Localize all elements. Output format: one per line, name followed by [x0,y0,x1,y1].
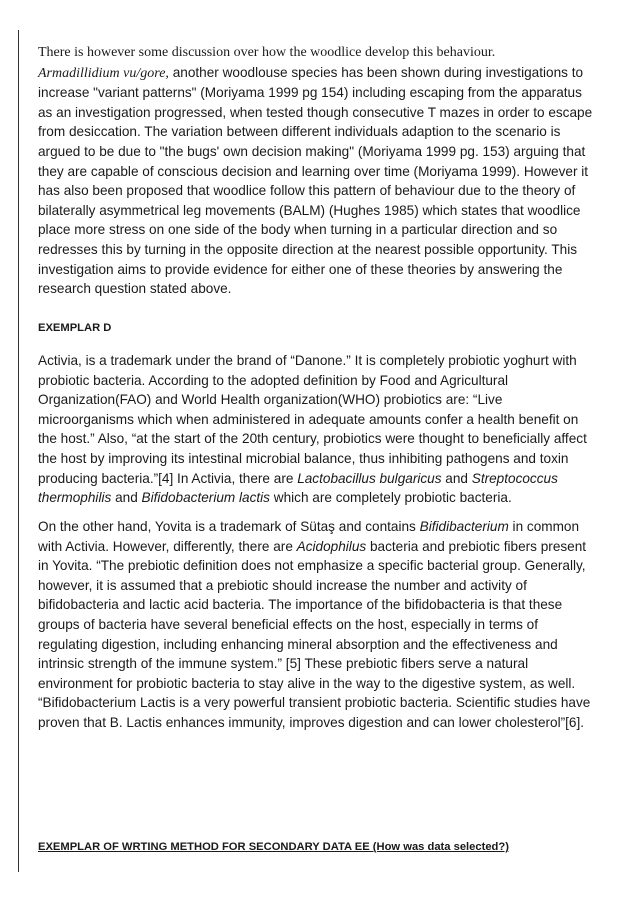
heading-exemplar-d: EXEMPLAR D [38,322,112,334]
paragraph-yovita [38,517,600,733]
activia-text-2: which are completely probiotic bacteria. [269,490,512,506]
activia-and-1: and [441,470,472,486]
paragraph-activia [38,351,600,508]
activia-italic-1: Lactobacillus bulgaricus [297,470,442,486]
activia-italic-3: Bifidobacterium lactis [141,490,270,506]
paragraph-intro: There is however some discussion over how the woodlice develop this behaviour. [38,45,496,60]
activia-and-2: and [111,490,142,506]
species-name: Armadillidium vu/gore, [38,65,169,81]
yovita-text-1: On the other hand, Yovita is a trademark of Sütaş and contains [38,519,420,534]
yovita-italic-1: Bifidibacterium [419,519,509,534]
yovita-italic-2: Acidophilus [296,538,367,554]
activia-italic-2: Streptococcus thermophilis [38,470,558,506]
paragraph-woodlice [38,42,600,299]
paragraph-body: another woodlouse species has been shown during investigations to increase "variant patterns" (Moriyama 1999 pg 154) including escaping from the apparatus as an investigation progressed, when tested though consecutive T mazes in order to escape from desiccation. The variation between different individuals adaption to the scenario is argued to be due to "the bugs' own decision making" (Moriyama 1999 pg. 153) arguing that they are capable of conscious decision and learning over time (Moriyama 1999). However it has also been proposed that woodlice follow this pattern of behaviour due to the theory of bilaterally asymmetrical leg movements (BALM) (Hughes 1985) which states that woodlice place more stress on one side of the body when turning in a particular direction and so redresses this by turning in the opposite direction at the nearest possible opportunity. This investigation aims to provide evidence for either one of these theories by answering the research question stated above. [38,64,593,297]
activia-text-1: Activia, is a trademark under the brand of “Danone.” It is completely probiotic yoghurt with probiotic bacteria. According to the adopted definition by Food and Agricultural Organization(FAO) and World Health organization(WHO) probiotics are: “Live microorganisms which when administered in adequate amounts confer a health benefit on the host.” Also, “at the start of the 20th century, probiotics were thought to beneficially affect the host by improving its intestinal microbial balance, thus inhibiting pathogens and toxin producing bacteria.”[4] In Activia, there are [38,353,587,486]
yovita-text-3: bacteria and prebiotic fibers present in Yovita. “The prebiotic definition does not emphasize a specific bacterial group. Generally, however, it is assumed that a prebiotic should increase the number and activity of bifidobacteria and lactic acid bacteria. The importance of the bifidobacteria is that these groups of bacteria have several beneficial effects on the host, especially in terms of regulating digestion, including enhancing mineral absorption and the effectiveness and intrinsic strength of the immune system.” [5] These prebiotic fibers serve a natural environment for probiotic bacteria to stay alive in the way to the digestive system, as well. “Bifidobacterium Lactis is a very powerful transient probiotic bacteria. Scientific studies have proven that B. Lactis enhances immunity, improves digestion and can lower cholesterol”[6]. [38,538,591,730]
heading-secondary-data-method: EXEMPLAR OF WRTING METHOD FOR SECONDARY DATA EE (How was data selected?) [38,841,509,853]
margin-rule [18,30,19,872]
yovita-text-2: in common with Activia. However, differently, there are [38,519,580,554]
